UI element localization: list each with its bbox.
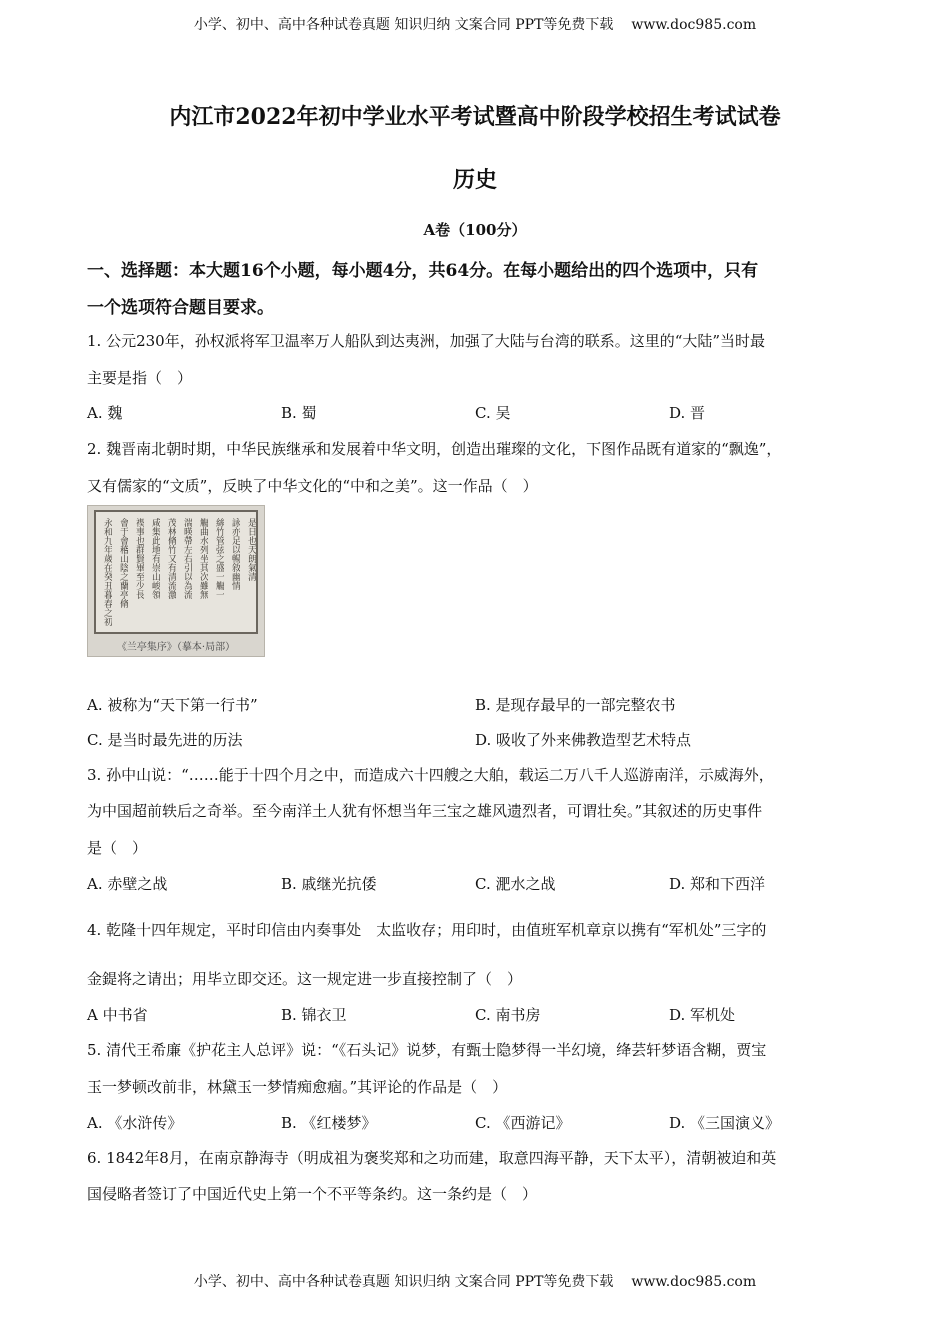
exam-title: 内江市2022年初中学业水平考试暨高中阶段学校招生考试试卷 <box>169 104 781 130</box>
q2-option-d[interactable]: D. 吸收了外来佛教造型艺术特点 <box>475 731 692 749</box>
q5-option-d[interactable]: D. 《三国演义》 <box>669 1114 781 1132</box>
q2-option-c[interactable]: C. 是当时最先进的历法 <box>87 731 243 749</box>
footer-text: 小学、初中、高中各种试卷真题 知识归纳 文案合同 PPT等免费下载 <box>193 1274 614 1290</box>
q1-option-c[interactable]: C. 吴 <box>475 404 511 422</box>
q3-option-a[interactable]: A. 赤壁之战 <box>87 875 168 893</box>
q2-option-b[interactable]: B. 是现存最早的一部完整农书 <box>475 696 676 714</box>
q5-option-a[interactable]: A. 《水浒传》 <box>87 1114 183 1132</box>
q1-option-b[interactable]: B. 蜀 <box>281 404 317 422</box>
q3-option-b[interactable]: B. 戚继光抗倭 <box>281 875 377 893</box>
header-site[interactable]: www.doc985.com <box>631 17 757 33</box>
q3-stem-line3: 是（ ） <box>87 839 148 857</box>
q3-stem-line1: 3. 孙中山说：“……能于十四个月之中，而造成六十四艘之大舶，载运二万八千人巡游南洋，示威海外， <box>87 766 774 784</box>
subject-title: 历史 <box>452 167 497 193</box>
q5-option-c[interactable]: C. 《西游记》 <box>475 1114 571 1132</box>
page-header <box>0 14 950 34</box>
lanting-calligraphy-image: 永和九年歲在癸丑暮春之初 會于會稽山陰之蘭亭脩 禊事也群賢畢至少長 咸集此地有崇山峻領 茂林脩竹又有清流激 湍暎帶左右引以為流 觴曲水列坐其次雖無 絲竹管弦之盛一觴一 詠亦足以暢敘幽情 是日也天朗氣清 《兰亭集序》（摹本·局部） <box>87 505 265 657</box>
q5-stem-line2: 玉一梦顿改前非，林黛玉一梦情痴愈痼。”其评论的作品是（ ） <box>87 1078 508 1096</box>
image-caption: 《兰亭集序》（摹本·局部） <box>116 642 236 653</box>
q6-stem-line1: 6. 1842年8月，在南京静海寺（明成祖为褒奖郑和之功而建，取意四海平静，天下太平），清朝被迫和英 <box>87 1149 777 1167</box>
q4-stem-line1: 4. 乾隆十四年规定，平时印信由内奏事处 太监收存；用印时，由值班军机章京以携有“军机处”三字的 <box>87 921 767 939</box>
q4-option-a[interactable]: A 中书省 <box>87 1006 148 1024</box>
q1-option-d[interactable]: D. 晋 <box>669 404 706 422</box>
q1-stem-line1: 1. 公元230年，孙权派将军卫温率万人船队到达夷洲，加强了大陆与台湾的联系。这里的“大陆”当时最 <box>87 332 766 350</box>
q5-option-b[interactable]: B. 《红楼梦》 <box>281 1114 377 1132</box>
q2-option-a[interactable]: A. 被称为“天下第一行书” <box>87 696 258 714</box>
q1-option-a[interactable]: A. 魏 <box>87 404 123 422</box>
q6-stem-line2: 国侵略者签订了中国近代史上第一个不平等条约。这一条约是（ ） <box>87 1185 538 1203</box>
q3-option-d[interactable]: D. 郑和下西洋 <box>669 875 766 893</box>
q3-stem-line2: 为中国超前轶后之奇举。至今南洋土人犹有怀想当年三宝之雄风遗烈者，可谓壮矣。”其叙述的历史事件 <box>87 802 763 820</box>
q4-option-c[interactable]: C. 南书房 <box>475 1006 541 1024</box>
q4-option-d[interactable]: D. 军机处 <box>669 1006 736 1024</box>
part1-instructions-line2: 一个选项符合题目要求。 <box>87 298 274 318</box>
page-footer <box>0 1271 950 1291</box>
q2-stem-line2: 又有儒家的“文质”，反映了中华文化的“中和之美”。这一作品（ ） <box>87 477 538 495</box>
q1-stem-line2: 主要是指（ ） <box>87 369 193 387</box>
footer-site[interactable]: www.doc985.com <box>631 1274 757 1290</box>
q4-stem-line2: 金鍉将之请出；用毕立即交还。这一规定进一步直接控制了（ ） <box>87 970 523 988</box>
q3-option-c[interactable]: C. 淝水之战 <box>475 875 556 893</box>
header-text: 小学、初中、高中各种试卷真题 知识归纳 文案合同 PPT等免费下载 <box>193 17 614 33</box>
part1-instructions-line1: 一、选择题：本大题16个小题，每小题4分，共64分。在每小题给出的四个选项中，只有 <box>87 261 759 281</box>
section-a-heading: A卷（100分） <box>423 221 527 239</box>
q5-stem-line1: 5. 清代王希廉《护花主人总评》说：“《石头记》说梦，有甄士隐梦得一半幻境，绛芸轩梦语含糊，贾宝 <box>87 1041 767 1059</box>
q4-option-b[interactable]: B. 锦衣卫 <box>281 1006 347 1024</box>
q2-stem-line1: 2. 魏晋南北朝时期，中华民族继承和发展着中华文明，创造出璀璨的文化，下图作品既有道家的“飘逸”， <box>87 440 782 458</box>
